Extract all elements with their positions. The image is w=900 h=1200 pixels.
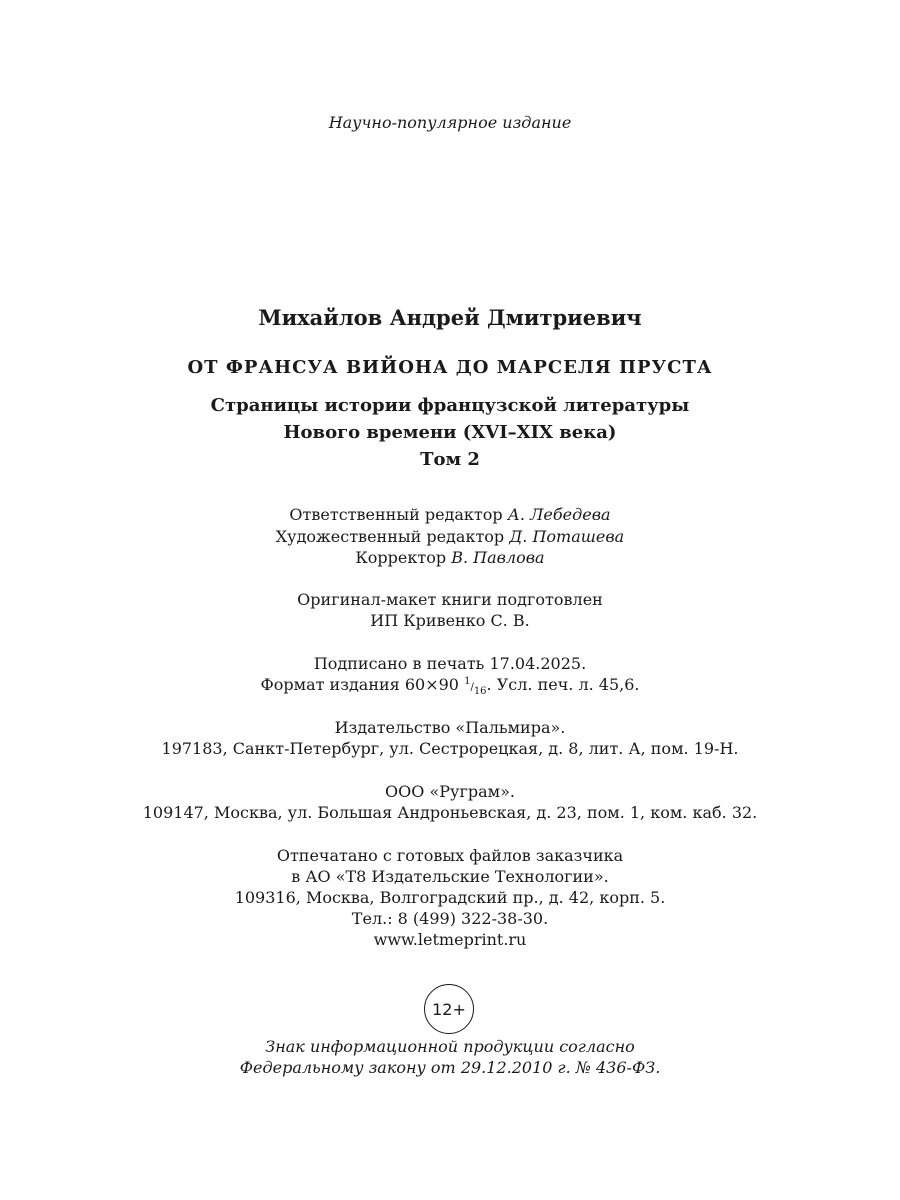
responsible-editor-label: Ответственный редактор [289,505,503,524]
layout-prep-line-1: Оригинал-макет книги подготовлен [297,590,603,609]
signed-to-print: Подписано в печать 17.04.2025. [313,654,587,673]
age-rating-label: 12+ [432,999,466,1019]
layout-prep-line-2: ИП Кривенко С. В. [370,611,530,630]
subtitle-line-2: Нового времени (XVI–XIX века) [283,422,617,443]
publisher-name: Издательство «Пальмира». [334,718,566,737]
volume-number: Том 2 [420,449,480,470]
company-address: 109147, Москва, ул. Большая Андроньевская, д. 23, пом. 1, ком. каб. 32. [142,803,758,822]
format-denominator: 16 [473,686,487,697]
book-title: ОТ ФРАНСУА ВИЙОНА ДО МАРСЕЛЯ ПРУСТА [187,357,713,378]
printer-address: 109316, Москва, Волгоградский пр., д. 42, корп. 5. [234,888,666,907]
art-editor [0,527,900,546]
company-name: ООО «Руграм». [385,782,515,801]
format-numerator: 1 [464,676,471,687]
printer-line-1: Отпечатано с готовых файлов заказчика [276,846,624,865]
proofreader-label: Корректор [355,548,447,567]
printer-phone: Тел.: 8 (499) 322-38-30. [351,909,549,928]
subtitle-line-1: Страницы истории французской литературы [210,395,690,416]
printer-website: www.letmeprint.ru [373,930,527,949]
art-editor-label: Художественный редактор [275,527,505,546]
responsible-editor-name: А. Лебедева [507,505,611,524]
author-name: Михайлов Андрей Дмитриевич [258,305,642,330]
proofreader-name: В. Павлова [451,548,545,567]
age-note-line-2: Федеральному закону от 29.12.2010 г. № 436-ФЗ. [239,1058,661,1077]
printer-line-2: в АО «Т8 Издательские Технологии». [291,867,609,886]
age-rating-badge [424,984,474,1034]
edition-type: Научно-популярное издание [328,113,572,132]
responsible-editor [0,505,900,524]
proofreader [0,548,900,567]
age-note-line-1: Знак информационной продукции согласно [265,1037,635,1056]
format-fraction: 1/16 [464,676,487,697]
format-suffix: . Усл. печ. л. 45,6. [486,675,640,694]
art-editor-name: Д. Поташева [509,527,625,546]
format-prefix: Формат издания 60×90 [260,675,459,694]
publication-format [0,675,900,697]
publisher-address: 197183, Санкт-Петербург, ул. Сестрорецкая, д. 8, лит. А, пом. 19-Н. [161,739,739,758]
